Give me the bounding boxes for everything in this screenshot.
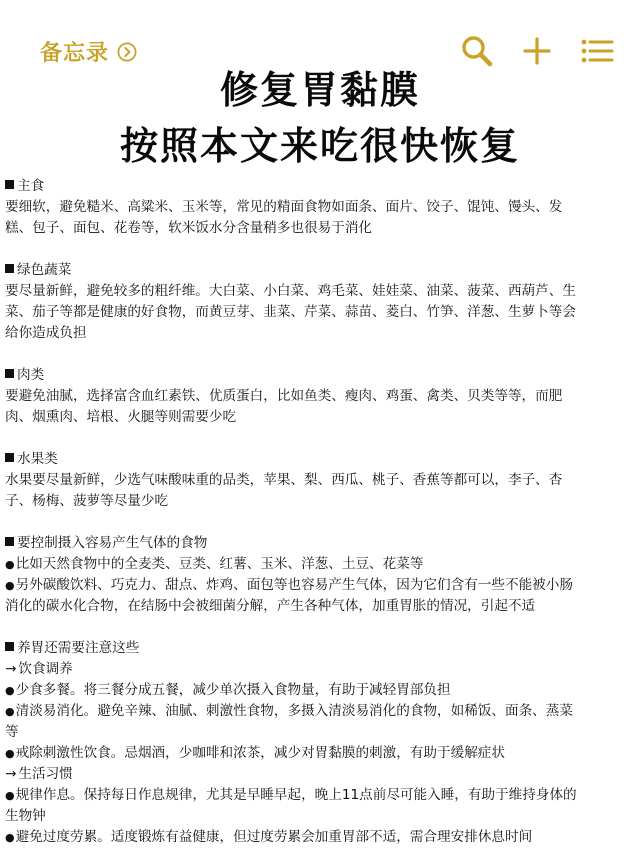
paragraph-line: 等 <box>5 724 19 740</box>
paragraph-line: 水果要尽量新鲜，少选气味酸味重的品类，苹果、梨、西瓜、桃子、香蕉等都可以，李子、杏 <box>5 472 563 488</box>
bullet-item: ● 另外碳酸饮料、巧克力、甜点、炸鸡、面包等也容易产生气体，因为它们含有一些不能被小肠 <box>5 575 635 596</box>
section-heading: 水果类 <box>5 449 635 470</box>
section-stomach-care <box>5 638 635 848</box>
note-title <box>0 62 640 174</box>
bullet-item: ● 规律作息。保持每日作息规律，尤其是早睡早起，晚上11点前尽可能入睡，有助于维持身体的 <box>5 785 635 806</box>
section-heading: 绿色蔬菜 <box>5 260 635 281</box>
section-vegetables <box>5 260 635 344</box>
paragraph-line: 要细软，避免糙米、高粱米、玉米等，常见的精面食物如面条、面片、饺子、馄饨、馒头、发 <box>5 199 563 215</box>
bullet-item: ● 比如天然食物中的全麦类、豆类、红薯、玉米、洋葱、土豆、花菜等 <box>5 554 635 575</box>
bullet-item: ● 避免过度劳累。适度锻炼有益健康，但过度劳累会加重胃部不适，需合理安排休息时间 <box>5 827 635 848</box>
paragraph-line: 给你造成负担 <box>5 325 87 341</box>
paragraph-line: 糕、包子、面包、花卷等，软米饭水分含量稍多也很易于消化 <box>5 220 373 236</box>
paragraph-line: 消化的碳水化合物，在结肠中会被细菌分解，产生各种气体，加重胃胀的情况，引起不适 <box>5 598 536 614</box>
note-body[interactable] <box>5 176 635 848</box>
paragraph-line: 肉、烟熏肉、培根、火腿等则需要少吃 <box>5 409 237 425</box>
paragraph-line: 子、杨梅、菠萝等尽量少吃 <box>5 493 169 509</box>
bullet-item: ● 清淡易消化。避免辛辣、油腻、刺激性食物，多摄入清淡易消化的食物，如稀饭、面条、蒸菜 <box>5 701 635 722</box>
section-heading: 肉类 <box>5 365 635 386</box>
section-meat <box>5 365 635 428</box>
title-line-1: 修复胃黏膜 <box>219 68 420 112</box>
back-label: 备忘录 <box>40 41 110 66</box>
bullet-item: ● 少食多餐。将三餐分成五餐，减少单次摄入食物量，有助于减轻胃部负担 <box>5 680 635 701</box>
paragraph-line: 生物钟 <box>5 808 46 824</box>
section-staple <box>5 176 635 239</box>
section-heading: 养胃还需要注意这些 <box>5 638 635 659</box>
section-heading: 要控制摄入容易产生气体的食物 <box>5 533 635 554</box>
bullet-item: ● 戒除刺激性饮食。忌烟酒，少咖啡和浓茶，减少对胃黏膜的刺激，有助于缓解症状 <box>5 743 635 764</box>
section-heading: 主食 <box>5 176 635 197</box>
paragraph-line: 要避免油腻，选择富含血红素铁、优质蛋白，比如鱼类、瘦肉、鸡蛋、禽类、贝类等等，而肥 <box>5 388 563 404</box>
subheading-diet: → 饮食调养 <box>5 659 635 680</box>
chevron-right-circle-icon <box>117 42 137 62</box>
section-fruit <box>5 449 635 512</box>
paragraph-line: 要尽量新鲜，避免较多的粗纤维。大白菜、小白菜、鸡毛菜、娃娃菜、油菜、菠菜、西葫芦、生 <box>5 283 576 299</box>
title-line-2: 按照本文来吃很快恢复 <box>119 124 520 168</box>
paragraph-line: 菜、茄子等都是健康的好食物，而黄豆芽、韭菜、芹菜、蒜苗、菱白、竹笋、洋葱、生萝卜等会 <box>5 304 576 320</box>
subheading-lifestyle: → 生活习惯 <box>5 764 635 785</box>
section-gas-foods <box>5 533 635 617</box>
